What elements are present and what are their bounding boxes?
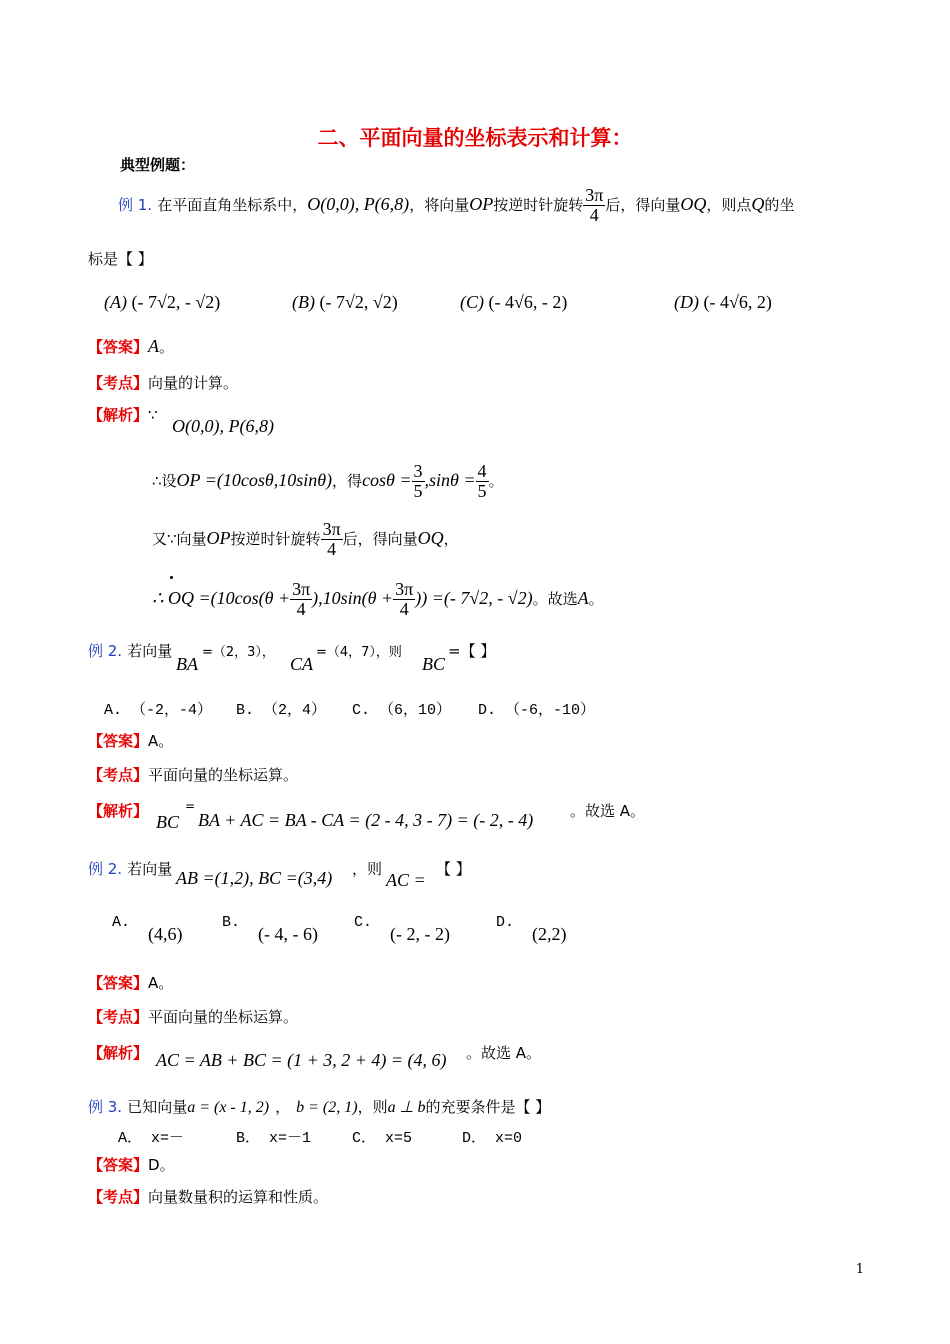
ex3-option-b-label: B. (222, 914, 241, 931)
numerator: 4 (477, 461, 487, 481)
math: O(0,0), P(6,8) (307, 193, 410, 214)
text: 已知向量 (127, 1098, 188, 1116)
answer-value: A。 (148, 732, 174, 750)
ex2-analysis-bc: BC (156, 812, 180, 832)
ex2-option-c: C. （6，10） (352, 702, 452, 719)
text: 又∵向量 (152, 529, 207, 548)
ex2-analysis-eq: = (185, 799, 196, 813)
math: OP =(10cosθ,10sinθ) (176, 469, 333, 490)
text: ，则 (357, 1098, 388, 1116)
ex3-answer (88, 972, 173, 993)
text: ， (443, 529, 459, 548)
math: ),10sin(θ + (312, 587, 394, 608)
ex4-answer (88, 1154, 175, 1175)
example-3-question (88, 858, 172, 879)
analysis-tag: 【解析】 (88, 406, 149, 424)
example-1-label: 例 1. (118, 195, 153, 214)
example-1-question (118, 186, 794, 225)
fraction (583, 186, 605, 225)
answer-tag: 【答案】 (88, 732, 149, 750)
point-tag: 【考点】 (88, 1188, 149, 1206)
ex4-option-b: B． x=－1 (236, 1130, 312, 1147)
ex3-option-a: (4,6) (148, 924, 183, 944)
ex1-option-c (460, 292, 567, 313)
option-value: (- 4√6, - 2) (488, 292, 568, 312)
text: 在平面直角坐标系中， (157, 195, 308, 214)
text: 若向量 (127, 860, 173, 878)
subtitle: 典型例题： (120, 156, 196, 174)
vector-ca: CA (290, 654, 314, 674)
vector-oq: OQ (680, 193, 707, 214)
because-symbol: ∵ (148, 406, 158, 424)
ex3-option-a-label: A. (112, 914, 131, 931)
vector-op: OP (206, 527, 231, 548)
denominator: 4 (327, 538, 337, 559)
text: 的坐 (764, 195, 795, 214)
option-label: (A) (104, 292, 127, 312)
answer-value: A (148, 336, 160, 356)
numerator: 3 (413, 461, 423, 481)
ex3-option-d: (2,2) (532, 924, 567, 944)
option-value: (- 4√6, 2) (703, 292, 772, 312)
perpendicular: a ⊥ b (387, 1099, 426, 1116)
ex3-option-d-label: D. (496, 914, 515, 931)
ex3-analysis-expr: AC = AB + BC = (1 + 3, 2 + 4) = (4, 6) (156, 1050, 447, 1070)
ex1-analysis-tag (88, 404, 158, 425)
ex2-analysis-expr: BA + AC = BA - CA = (2 - 4, 3 - 7) = (- 2, - 4) (198, 810, 534, 830)
answer-tag: 【答案】 (88, 1156, 149, 1174)
ex4-option-d: D． x=0 (462, 1130, 523, 1147)
math: cosθ = (362, 469, 412, 490)
ex3-text-b: ，则 (352, 860, 383, 878)
denominator: 5 (477, 480, 487, 501)
ex3-analysis-tag (88, 1042, 148, 1063)
text: 后，得向量 (605, 195, 681, 214)
numerator: 3π (322, 519, 341, 539)
ex3-option-b: (- 4, - 6) (258, 924, 318, 944)
ex2-point (88, 764, 298, 785)
vector-oq: OQ (417, 527, 444, 548)
example-2-label: 例 2. (88, 642, 123, 660)
denominator: 4 (296, 598, 306, 619)
example-1-line2: 标是【 】 (88, 250, 153, 268)
option-label: (D) (674, 292, 699, 312)
ex4-option-c: C． x=5 (352, 1130, 413, 1147)
text: 的充要条件是【 】 (425, 1098, 551, 1116)
ex4-point (88, 1186, 328, 1207)
fraction (412, 462, 425, 501)
point-q: Q (751, 193, 765, 214)
analysis-tag: 【解析】 (88, 802, 149, 820)
answer-bracket: 【 】 (436, 860, 471, 878)
ex1-analysis-line2 (152, 462, 504, 501)
numerator: 3π (292, 579, 311, 599)
text: ，得 (332, 471, 363, 490)
vector-b: b = (2, 1) (296, 1099, 358, 1116)
vector-ca-value: =（4，7），则 (316, 645, 402, 660)
example-3-label: 例 2. (88, 860, 123, 878)
ex1-point (88, 372, 238, 393)
vector-ba-value: =（2，3）， (202, 645, 275, 660)
text: 若向量 (127, 642, 173, 660)
ex1-option-d (674, 292, 772, 313)
text: 按逆时针旋转 (230, 529, 321, 548)
ex3-expr2: AC = (386, 870, 426, 890)
text: 。 (488, 471, 504, 490)
answer-bracket: =【 】 (448, 642, 496, 660)
ex1-option-b (292, 292, 398, 313)
math: ∴ OQ =(10cos(θ + (152, 587, 291, 608)
text: ， (275, 1098, 291, 1116)
ex1-analysis-line3 (152, 520, 459, 559)
math: )) =(- 7√2, - √2) (415, 587, 533, 608)
fraction (393, 580, 415, 619)
vector-ba: BA (176, 654, 198, 674)
example-4-label: 例 3. (88, 1098, 123, 1116)
point-value: 平面向量的坐标运算。 (148, 766, 299, 784)
analysis-tag: 【解析】 (88, 1044, 149, 1062)
text: 。故选 (532, 589, 578, 608)
text: ，将向量 (409, 195, 470, 214)
ex1-answer (88, 336, 174, 357)
text: 按逆时针旋转 (493, 195, 584, 214)
ex2-option-d: D. （-6，-10） (478, 702, 596, 719)
text: 。 (159, 338, 175, 356)
option-value: (- 7√2, - √2) (131, 292, 221, 312)
point-value: 向量数量积的运算和性质。 (148, 1188, 329, 1206)
ex1-analysis-line1: O(0,0), P(6,8) (172, 416, 274, 436)
point-value: 平面向量的坐标运算。 (148, 1008, 299, 1026)
vector-op: OP (469, 193, 494, 214)
option-label: (B) (292, 292, 315, 312)
vector-bc: BC (422, 654, 446, 674)
section-title: 二、平面向量的坐标表示和计算： (317, 126, 633, 150)
point-value: 向量的计算。 (148, 374, 239, 392)
fraction (321, 520, 343, 559)
point-tag: 【考点】 (88, 766, 149, 784)
point-tag: 【考点】 (88, 1008, 149, 1026)
ex2-option-a: A. （-2，-4） (104, 702, 213, 719)
ex1-option-a (104, 292, 220, 313)
point-tag: 【考点】 (88, 374, 149, 392)
answer-tag: 【答案】 (88, 974, 149, 992)
dot-mark (170, 576, 173, 579)
ex3-option-c-label: C. (354, 914, 373, 931)
answer-tag: 【答案】 (88, 338, 149, 356)
text: ，则点 (706, 195, 752, 214)
denominator: 4 (399, 598, 409, 619)
fraction (476, 462, 489, 501)
answer-value: A (577, 587, 589, 608)
ex3-expr: AB =(1,2), BC =(3,4) (176, 868, 333, 888)
numerator: 3π (395, 579, 414, 599)
example-2-question (88, 640, 172, 661)
denominator: 4 (589, 204, 599, 225)
ex1-analysis-line4 (152, 580, 604, 619)
ex3-analysis-end: 。故选 A。 (466, 1044, 542, 1062)
text: 后，得向量 (342, 529, 418, 548)
example-4-question (88, 1096, 550, 1117)
text: ∴设 (152, 471, 177, 490)
denominator: 5 (413, 480, 423, 501)
ex2-option-b: B. （2，4） (236, 702, 327, 719)
ex3-option-c: (- 2, - 2) (390, 924, 450, 944)
answer-value: A。 (148, 974, 174, 992)
ex2-analysis-end: 。故选 A。 (570, 802, 646, 820)
vector-a: a = (x - 1, 2) (187, 1099, 270, 1116)
ex4-option-a: A． x=－ (118, 1130, 185, 1147)
math: ,sinθ = (424, 469, 476, 490)
option-value: (- 7√2, √2) (319, 292, 398, 312)
fraction (290, 580, 312, 619)
ex2-analysis-tag (88, 800, 148, 821)
numerator: 3π (585, 185, 604, 205)
option-label: (C) (460, 292, 484, 312)
page-number: 1 (855, 1262, 864, 1277)
ex3-point (88, 1006, 298, 1027)
ex2-answer (88, 730, 173, 751)
answer-value: D。 (148, 1156, 175, 1174)
text: 。 (588, 589, 604, 608)
